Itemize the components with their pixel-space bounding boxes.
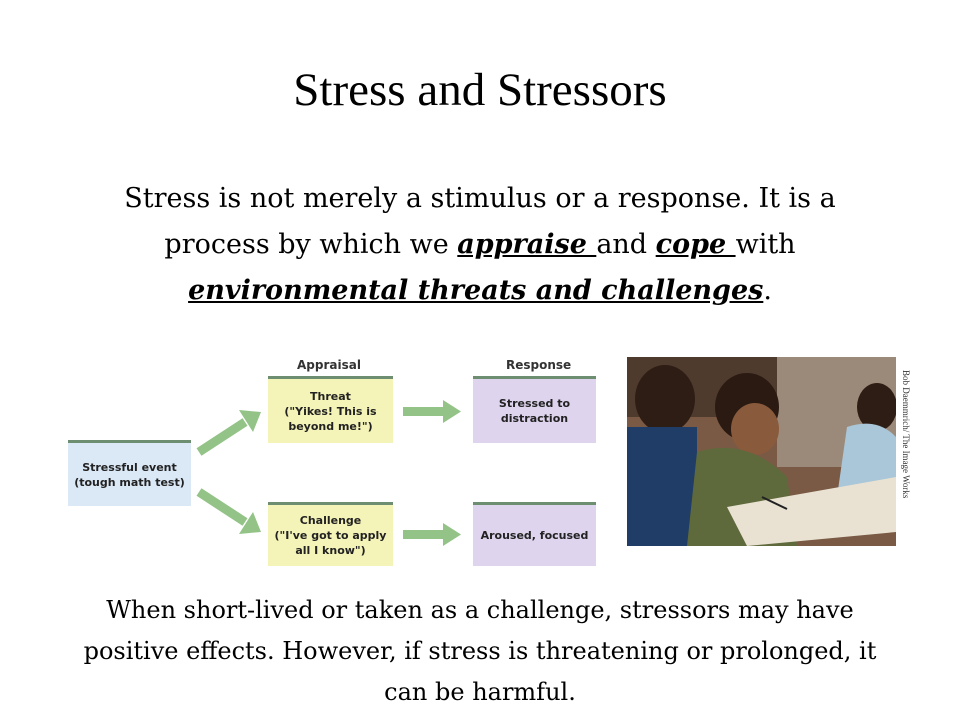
intro-paragraph bbox=[70, 176, 890, 314]
intro-text-3: with bbox=[735, 229, 796, 260]
challenge-box: Challenge ("I've got to apply all I know") bbox=[268, 502, 393, 566]
diagram-arrows bbox=[65, 352, 605, 582]
intro-text-1: Stress is not merely a stimulus or a response. It is a process by which we bbox=[124, 183, 836, 260]
response-header: Response bbox=[506, 358, 572, 372]
stressed-response-box: Stressed to distraction bbox=[473, 379, 596, 443]
photo-illustration bbox=[627, 357, 896, 546]
arrow-challenge-to-response bbox=[403, 523, 461, 546]
closing-paragraph: When short-lived or taken as a challenge, stressors may have positive effects. However, if stress is threatening or prolonged, it can be harmful. bbox=[83, 596, 877, 706]
keyword-appraise: appraise bbox=[457, 229, 597, 260]
students-test-photo bbox=[627, 357, 896, 546]
intro-text-4: . bbox=[763, 275, 772, 306]
focused-response-box: Aroused, focused bbox=[473, 502, 596, 566]
slide-title: Stress and Stressors bbox=[293, 64, 667, 116]
threat-box: Threat ("Yikes! This is beyond me!") bbox=[268, 379, 393, 443]
arrow-event-to-threat bbox=[199, 410, 261, 452]
keyword-environmental-threats: environmental threats and challenges bbox=[188, 275, 764, 306]
keyword-cope: cope bbox=[655, 229, 736, 260]
arrow-threat-to-response bbox=[403, 400, 461, 423]
appraisal-diagram bbox=[65, 352, 605, 582]
intro-text-2: and bbox=[596, 229, 656, 260]
stressful-event-box: Stressful event (tough math test) bbox=[68, 440, 191, 506]
arrow-event-to-challenge bbox=[199, 492, 261, 534]
appraisal-header: Appraisal bbox=[297, 358, 361, 372]
photo-credit: Bob Daemmrich/ The Image Works bbox=[901, 370, 911, 499]
